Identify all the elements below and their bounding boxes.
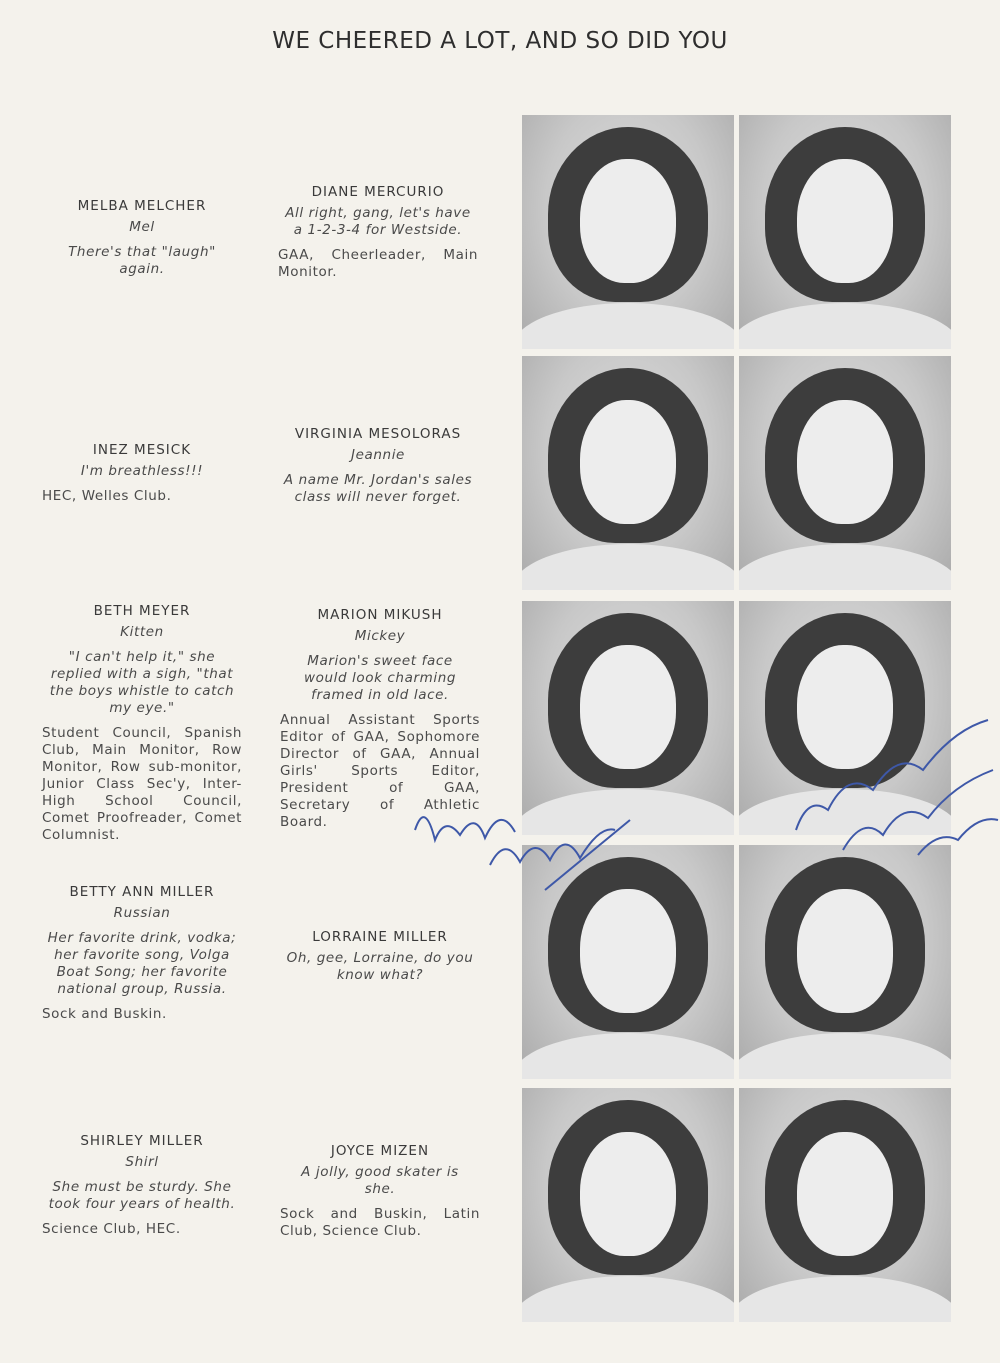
senior-entry-betty-ann-miller xyxy=(42,884,242,1023)
student-name: SHIRLEY MILLER xyxy=(80,1133,204,1149)
student-nickname: Kitten xyxy=(120,624,164,640)
senior-entry-lorraine-miller xyxy=(280,929,480,992)
student-quote: Oh, gee, Lorraine, do you know what? xyxy=(286,950,474,983)
student-quote: A name Mr. Jordan's sales class will never forget. xyxy=(283,472,473,505)
senior-entry-melba-melcher xyxy=(42,198,242,286)
student-activities: Science Club, HEC. xyxy=(42,1221,181,1237)
student-name: MELBA MELCHER xyxy=(77,198,207,214)
student-name: INEZ MESICK xyxy=(92,442,192,458)
handwritten-signature-beth xyxy=(405,790,645,900)
student-activities: Sock and Buskin, Latin Club, Science Club. xyxy=(280,1206,480,1239)
student-quote: I'm breathless!!! xyxy=(80,463,204,479)
student-nickname: Mel xyxy=(129,219,155,235)
portrait-photo-lorraine-miller xyxy=(739,845,951,1079)
portrait-photo-diane-mercurio xyxy=(739,115,951,349)
student-quote: There's that "laugh" again. xyxy=(68,244,216,277)
student-quote: She must be sturdy. She took four years of health. xyxy=(48,1179,236,1212)
student-name: LORRAINE MILLER xyxy=(312,929,448,945)
student-activities: GAA, Cheerleader, Main Monitor. xyxy=(278,247,478,280)
student-quote: A jolly, good skater is she. xyxy=(301,1164,459,1197)
student-name: BETTY ANN MILLER xyxy=(69,884,215,900)
student-name: VIRGINIA MESOLORAS xyxy=(294,426,462,442)
handwritten-signature-marion xyxy=(788,700,1000,860)
student-nickname: Shirl xyxy=(125,1154,159,1170)
student-activities: Student Council, Spanish Club, Main Monitor, Row Monitor, Row sub-monitor, Junior Class Sec'y, Inter-High School Council, Comet Proofreader, Comet Columnist. xyxy=(42,725,242,843)
portrait-photo-inez-mesick xyxy=(522,356,734,590)
senior-entry-inez-mesick xyxy=(42,442,242,505)
senior-entry-shirley-miller xyxy=(42,1133,242,1238)
portrait-photo-virginia-mesoloras xyxy=(739,356,951,590)
portrait-photo-shirley-miller xyxy=(522,1088,734,1322)
student-quote: Marion's sweet face would look charming framed in old lace. xyxy=(303,653,457,703)
student-quote: Her favorite drink, vodka; her favorite song, Volga Boat Song; her favorite national group, Russia. xyxy=(47,930,237,997)
senior-entry-joyce-mizen xyxy=(280,1143,480,1240)
student-quote: All right, gang, let's have a 1-2-3-4 for Westside. xyxy=(285,205,471,238)
student-quote: "I can't help it," she replied with a sigh, "that the boys whistle to catch my eye." xyxy=(49,649,235,716)
student-activities: Sock and Buskin. xyxy=(42,1006,167,1022)
student-activities: HEC, Welles Club. xyxy=(42,488,172,504)
student-nickname: Mickey xyxy=(354,628,406,644)
senior-entry-virginia-mesoloras xyxy=(278,426,478,514)
student-nickname: Jeannie xyxy=(351,447,405,463)
student-activities: Annual Assistant Sports Editor of GAA, Sophomore Director of GAA, Annual Girls' Sports Editor, President of GAA, Secretary of Athletic Board. xyxy=(280,712,480,830)
page-title: WE CHEERED A LOT, AND SO DID YOU xyxy=(272,28,728,54)
student-name: JOYCE MIZEN xyxy=(330,1143,430,1159)
student-name: DIANE MERCURIO xyxy=(311,184,445,200)
senior-entry-diane-mercurio xyxy=(278,184,478,281)
student-name: BETH MEYER xyxy=(93,603,191,619)
student-name: MARION MIKUSH xyxy=(317,607,443,623)
senior-entry-beth-meyer xyxy=(42,603,242,844)
portrait-photo-joyce-mizen xyxy=(739,1088,951,1322)
portrait-photo-melba-melcher xyxy=(522,115,734,349)
student-nickname: Russian xyxy=(113,905,171,921)
